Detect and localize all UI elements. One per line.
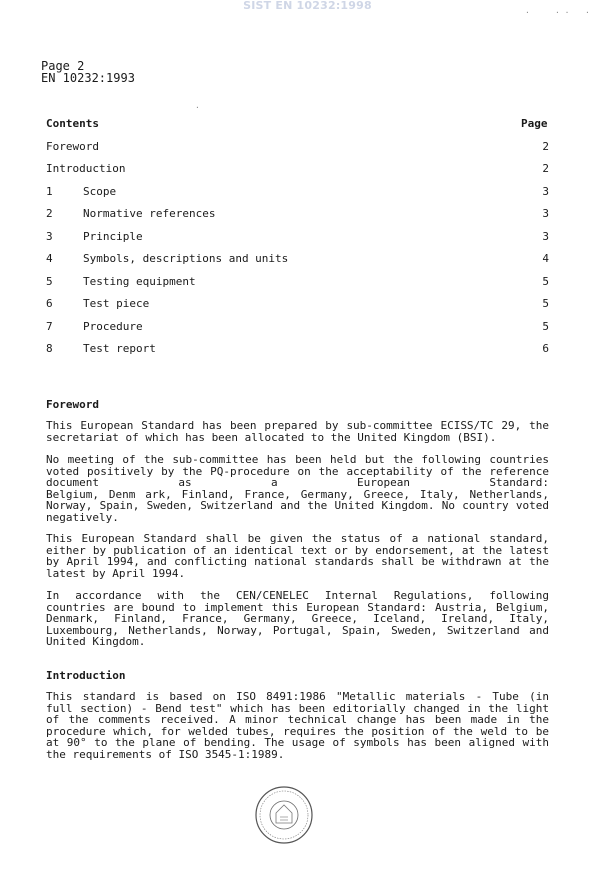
scan-speck: · · <box>555 8 570 17</box>
toc-entry <box>46 320 549 334</box>
toc-entry <box>46 140 549 154</box>
toc-entry-title: Procedure <box>83 320 143 333</box>
paragraph-line: by April 1994, and conflicting national standards shall be withdrawn at the <box>46 555 549 568</box>
foreword-paragraph-4 <box>46 590 549 648</box>
scan-speck: · <box>585 8 590 17</box>
paragraph-line: This European Standard shall be given the status of a national standard, <box>46 532 549 545</box>
toc-entry <box>46 162 549 176</box>
toc-entry-title: Normative references <box>83 207 216 220</box>
toc-entry-number: 6 <box>46 297 53 310</box>
foreword-paragraph-2 <box>46 454 549 523</box>
toc-entry-number: 3 <box>46 230 53 243</box>
paragraph-line: full section) - Bend test" which has been editorially changed in the light <box>46 701 549 715</box>
toc-entry-title: Test piece <box>83 297 150 310</box>
paragraph-line: secretariat of which has been allocated to the United Kingdom (BSI). <box>46 430 497 444</box>
toc-entry-number: 5 <box>46 275 53 288</box>
page-header <box>41 60 135 84</box>
paragraph-line: Belgium, Denm ark, Finland, France, Germany, Greece, Italy, Netherlands, <box>46 487 549 501</box>
toc-entry-number: 4 <box>46 252 53 265</box>
foreword-heading: Foreword <box>46 398 99 411</box>
toc-entry <box>46 297 549 311</box>
introduction-paragraph-1 <box>46 691 549 760</box>
paragraph-line: Denmark, Finland, France, Germany, Greece, Iceland, Ireland, Italy, <box>46 612 549 625</box>
toc-entry-page: 4 <box>542 252 549 265</box>
toc-entry-page: 3 <box>542 185 549 198</box>
scan-speck: · <box>525 8 530 17</box>
toc-entry-page: 5 <box>542 320 549 333</box>
paragraph-line: voted positively by the PQ-procedure on the acceptability of the reference <box>46 464 549 478</box>
introduction-heading: Introduction <box>46 669 126 682</box>
paragraph-line: procedure which, for welded tubes, requires the position of the weld to be <box>46 724 549 738</box>
contents-page-heading: Page <box>521 117 548 130</box>
standard-number: EN 10232:1993 <box>41 71 135 85</box>
toc-entry <box>46 342 549 356</box>
toc-entry-title: Foreword <box>46 140 99 153</box>
paragraph-line: countries are bound to implement this European Standard: Austria, Belgium, <box>46 600 549 614</box>
toc-entry-page: 5 <box>542 297 549 310</box>
toc-entry <box>46 185 549 199</box>
paragraph-line: Luxembourg, Netherlands, Norway, Portugal, Spain, Sweden, Switzerland and <box>46 623 549 637</box>
paragraph-line: of the comments received. A minor technical change has been made in the <box>46 713 549 726</box>
toc-entry-page: 5 <box>542 275 549 288</box>
toc-entry-title: Introduction <box>46 162 126 175</box>
foreword-paragraph-1 <box>46 420 549 443</box>
paragraph-line: either by publication of an identical text or by endorsement, at the latest <box>46 543 549 557</box>
paragraph-line: This standard is based on ISO 8491:1986 "Metallic materials - Tube (in <box>46 690 549 703</box>
paragraph-line: This European Standard has been prepared by sub-committee ECISS/TC 29, the <box>46 419 549 432</box>
toc-entry-page: 3 <box>542 207 549 220</box>
paragraph-line: document as a European Standard: <box>46 476 549 489</box>
toc-entry-title: Principle <box>83 230 143 243</box>
library-stamp-seal <box>254 785 314 845</box>
paragraph-line: Norway, Spain, Sweden, Switzerland and the United Kingdom. No country voted <box>46 499 549 512</box>
foreword-paragraph-3 <box>46 533 549 579</box>
paragraph-line: the requirements of ISO 3545-1:1989. <box>46 747 285 761</box>
toc-entry-title: Test report <box>83 342 156 355</box>
toc-entry-number: 2 <box>46 207 53 220</box>
toc-entry <box>46 207 549 221</box>
paragraph-line: United Kingdom. <box>46 635 146 648</box>
paragraph-line: at 90° to the plane of bending. The usage of symbols has been aligned with <box>46 736 549 749</box>
toc-entry <box>46 275 549 289</box>
toc-entry-title: Scope <box>83 185 117 198</box>
paragraph-line: No meeting of the sub-committee has been held but the following countries <box>46 453 549 466</box>
toc-entry-number: 7 <box>46 320 53 333</box>
toc-entry-page: 2 <box>542 140 549 153</box>
toc-entry <box>46 252 549 266</box>
page-number: Page 2 <box>41 59 85 73</box>
toc-entry-title: Testing equipment <box>83 275 196 288</box>
toc-entry-page: 2 <box>542 162 549 175</box>
toc-entry <box>46 230 549 244</box>
paragraph-line: In accordance with the CEN/CENELEC Internal Regulations, following <box>46 589 549 602</box>
paragraph-line: negatively. <box>46 510 119 524</box>
toc-entry-number: 1 <box>46 185 53 198</box>
scan-speck: · <box>195 103 200 112</box>
toc-entry-page: 6 <box>542 342 549 355</box>
paragraph-line: latest by April 1994. <box>46 566 186 580</box>
contents-heading: Contents <box>46 117 99 130</box>
toc-entry-title: Symbols, descriptions and units <box>83 252 289 265</box>
toc-entry-page: 3 <box>542 230 549 243</box>
watermark: SIST EN 10232:1998 <box>243 0 372 12</box>
toc-entry-number: 8 <box>46 342 53 355</box>
